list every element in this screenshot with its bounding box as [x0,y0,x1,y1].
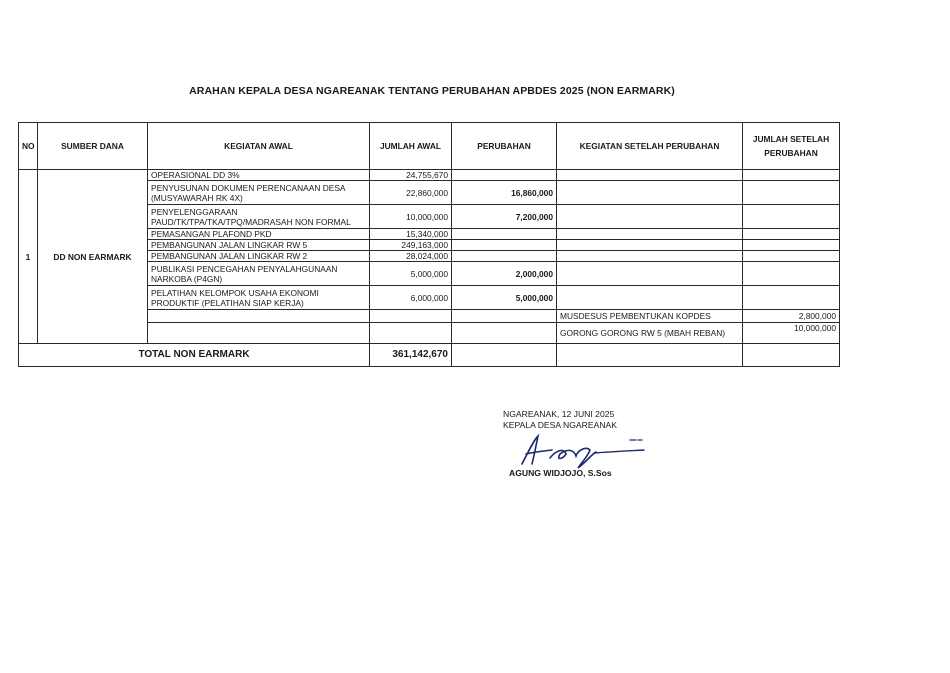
jumlah-awal-cell: 24,755,670 [370,170,452,181]
kegiatan-setelah-cell [557,240,743,251]
table-header-row [19,123,840,170]
kegiatan-awal-cell: PENYELENGGARAAN PAUD/TK/TPA/TKA/TPQ/MADRASAH NON FORMAL [148,205,370,229]
jumlah-setelah-cell: 2,800,000 [743,310,840,323]
header-jumlah-awal: JUMLAH AWAL [370,123,452,170]
document-title: ARAHAN KEPALA DESA NGAREANAK TENTANG PERUBAHAN APBDES 2025 (NON EARMARK) [189,85,675,97]
perubahan-cell [452,170,557,181]
kegiatan-awal-cell: PELATIHAN KELOMPOK USAHA EKONOMI PRODUKTIF (PELATIHAN SIAP KERJA) [148,286,370,310]
kegiatan-awal-cell [148,310,370,323]
perubahan-cell [452,240,557,251]
jumlah-awal-cell: 22,860,000 [370,181,452,205]
perubahan-cell [452,310,557,323]
kegiatan-awal-cell: PEMBANGUNAN JALAN LINGKAR RW 5 [148,240,370,251]
header-kegiatan-setelah: KEGIATAN SETELAH PERUBAHAN [557,123,743,170]
total-empty-cell [452,344,557,367]
jumlah-awal-cell: 10,000,000 [370,205,452,229]
kegiatan-setelah-cell [557,286,743,310]
kegiatan-awal-cell [148,323,370,344]
group-sumber-dana: DD NON EARMARK [38,170,148,344]
kegiatan-setelah-cell [557,170,743,181]
kegiatan-setelah-cell [557,181,743,205]
kegiatan-awal-cell: PEMASANGAN PLAFOND PKD [148,229,370,240]
kegiatan-setelah-cell: MUSDESUS PEMBENTUKAN KOPDES [557,310,743,323]
jumlah-awal-cell: 249,163,000 [370,240,452,251]
jumlah-setelah-cell [743,205,840,229]
perubahan-cell [452,323,557,344]
jumlah-awal-cell: 15,340,000 [370,229,452,240]
jumlah-setelah-cell [743,286,840,310]
kegiatan-setelah-cell [557,262,743,286]
signature-place-date: NGAREANAK, 12 JUNI 2025 [503,409,615,419]
perubahan-cell: 5,000,000 [452,286,557,310]
jumlah-awal-cell: 28,024,000 [370,251,452,262]
kegiatan-awal-cell: PENYUSUNAN DOKUMEN PERENCANAAN DESA (MUSYAWARAH RK 4X) [148,181,370,205]
kegiatan-setelah-cell [557,251,743,262]
header-jumlah-setelah: JUMLAH SETELAH PERUBAHAN [743,123,840,170]
kegiatan-setelah-cell: GORONG GORONG RW 5 (MBAH REBAN) [557,323,743,344]
jumlah-awal-cell: 6,000,000 [370,286,452,310]
table-row [19,170,840,181]
jumlah-setelah-cell [743,170,840,181]
handwritten-signature [516,432,651,472]
header-kegiatan-awal: KEGIATAN AWAL [148,123,370,170]
perubahan-cell [452,251,557,262]
jumlah-setelah-cell [743,181,840,205]
perubahan-cell: 7,200,000 [452,205,557,229]
jumlah-setelah-cell [743,229,840,240]
signature-position: KEPALA DESA NGAREANAK [503,420,617,430]
jumlah-awal-cell [370,323,452,344]
header-no: NO [19,123,38,170]
group-no: 1 [19,170,38,344]
header-sumber-dana: SUMBER DANA [38,123,148,170]
perubahan-cell: 16,860,000 [452,181,557,205]
jumlah-setelah-cell: 10,000,000 [743,323,840,344]
kegiatan-awal-cell: PUBLIKASI PENCEGAHAN PENYALAHGUNAAN NARKOBA (P4GN) [148,262,370,286]
perubahan-cell [452,229,557,240]
jumlah-setelah-cell [743,262,840,286]
total-label: TOTAL NON EARMARK [19,344,370,367]
total-value: 361,142,670 [370,344,452,367]
kegiatan-awal-cell: PEMBANGUNAN JALAN LINGKAR RW 2 [148,251,370,262]
header-perubahan: PERUBAHAN [452,123,557,170]
signature-name: AGUNG WIDJOJO, S.Sos [509,468,612,478]
jumlah-awal-cell [370,310,452,323]
kegiatan-setelah-cell [557,205,743,229]
budget-table [18,122,840,367]
total-empty-cell [557,344,743,367]
jumlah-setelah-cell [743,240,840,251]
total-row [19,344,840,367]
perubahan-cell: 2,000,000 [452,262,557,286]
total-empty-cell [743,344,840,367]
kegiatan-awal-cell: OPERASIONAL DD 3% [148,170,370,181]
jumlah-setelah-cell [743,251,840,262]
jumlah-awal-cell: 5,000,000 [370,262,452,286]
kegiatan-setelah-cell [557,229,743,240]
